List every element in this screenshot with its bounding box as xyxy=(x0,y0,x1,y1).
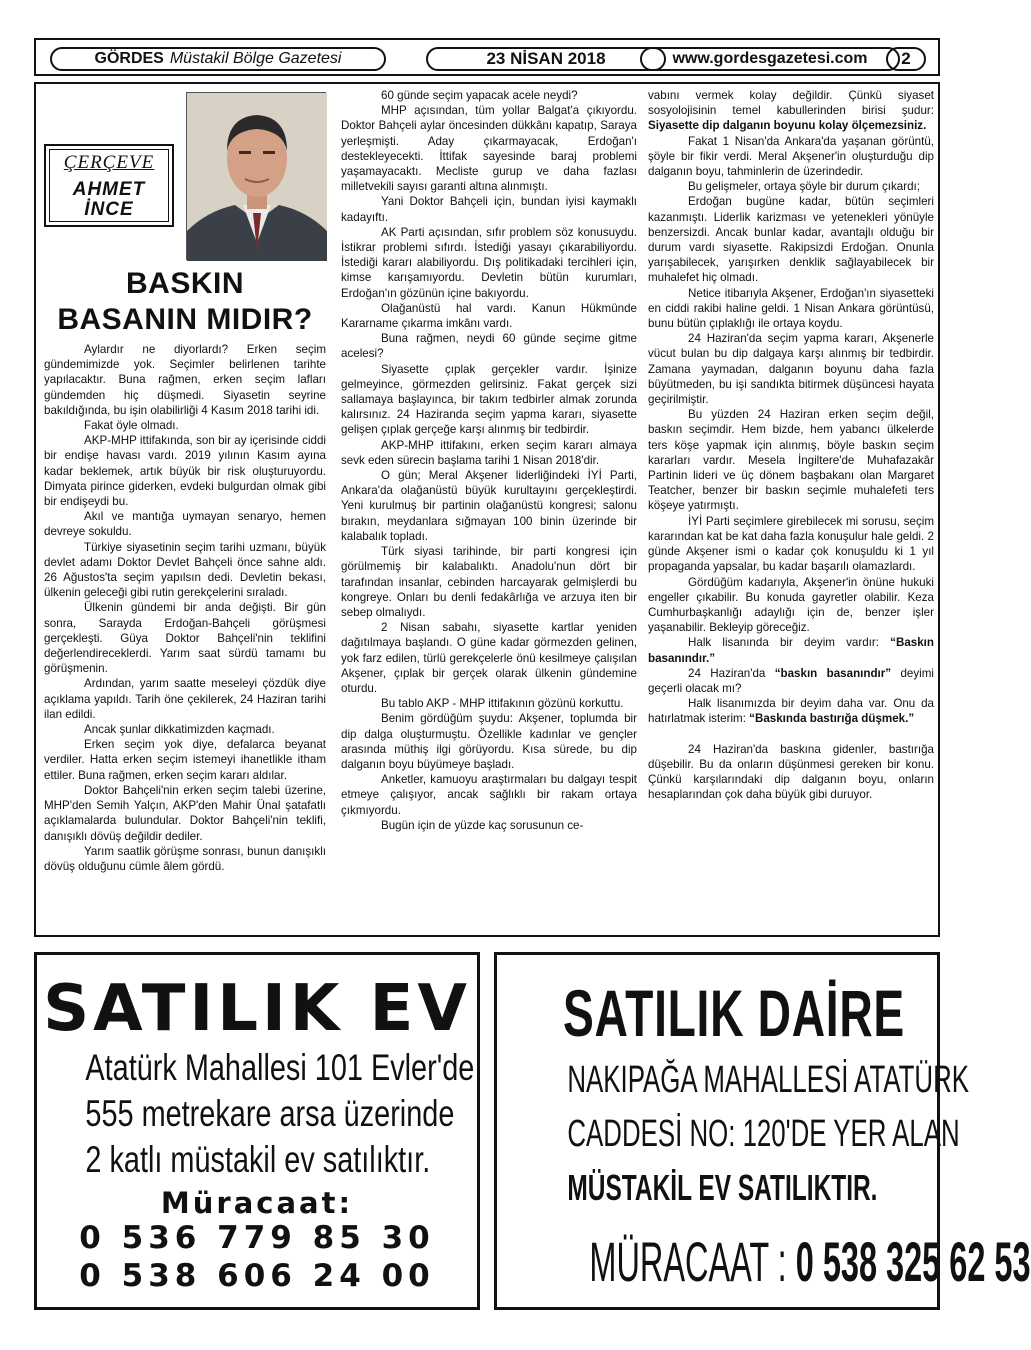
ad-contact-label: Müracaat: xyxy=(160,1186,354,1220)
paragraph: Benim gördüğüm şuydu: Akşener, toplumda bir dip dalga oluşturmuştu. Özellikle kadınlar ve gençler arasında müthiş ilgi görüyordu. Kısa sürede, bu dip dalganın boyu büyümeye başladı. xyxy=(341,712,637,771)
paragraph: Ancak şunlar dikkatimizden kaçmadı. xyxy=(84,723,275,737)
paragraph: MHP açısından, tüm yollar Balgat'a çıkıyordu. Doktor Bahçeli aylar öncesinden dükkânı kapatıp, Saraya yerleşmişti. Aday çıkarmayacak, Erdoğan'ı destekleyecekti. İttifak sayesinde baraj problemi yaşamayacaktı. Mecliste gurup ve daha fazlası milletvekili sayısı garanti altına alınmıştı. xyxy=(341,104,637,194)
article-frame xyxy=(34,82,940,937)
ad-contact-label: MÜRACAAT : xyxy=(589,1230,787,1293)
ad-phone: 0 538 325 62 53 xyxy=(795,1230,1031,1293)
author-photo xyxy=(186,92,326,260)
paragraph: Erdoğan bugüne kadar, bütün seçimleri kazanmıştı. Liderlik karizması ve yetenekleri yönüyle benzersizdi. Ancak bunlar kadar, avantajlı olduğu bir durum vardı siyasette. Rakipsizdi Erdoğan. Onunla yarışabilecek, yarışırken denklik sağlayabilecek bir muhalefet hiç olmadı. xyxy=(648,195,934,285)
paragraph: Bu tablo AKP - MHP ittifakının gözünü korkuttu. xyxy=(381,697,624,711)
paper-title xyxy=(50,47,386,71)
issue-date: 23 NİSAN 2018 xyxy=(426,47,666,71)
ad-line: CADDESİ NO: 120'DE YER ALAN xyxy=(567,1113,960,1155)
paragraph xyxy=(648,666,934,696)
paper-subtitle: Müstakil Bölge Gazetesi xyxy=(169,50,342,67)
ad-title: SATILIK EV xyxy=(43,972,471,1046)
paragraph-text: Halk lisanında bir deyim vardır: xyxy=(688,636,879,650)
paragraph: AKP-MHP ittifakında, son bir ay içerisinde ciddi bir endişe havası vardı. 2019 yılının Kasım ayına kadar beklemek, artık büyük bir risk oluşturuyordu. Dimyata pirince giderken, evdeki bulgurdan olmak gibi bir endişeydi bu. xyxy=(44,434,326,509)
author-portrait-icon xyxy=(187,93,327,261)
ad-house-for-sale xyxy=(34,952,480,1310)
paragraph-text: 24 Haziran'da xyxy=(688,666,766,680)
column-label: ÇERÇEVE xyxy=(63,152,155,173)
paragraph: Buna rağmen, neydi 60 günde seçime gitme acelesi? xyxy=(341,332,637,361)
paragraph: AK Parti açısından, sıfır problem söz konusuydu. İstikrar problemi sıfırdı. İstediği yasayı çıkarabiliyordu. İstediği kararı alabiliyordu. Dış politikadaki tercihleri için, kimse karışamıyordu. Devletin bütün kurumları, Erdoğan'ın gözünün içine bakıyordu. xyxy=(341,225,637,300)
page-header xyxy=(34,38,940,76)
ad-line: NAKIPAĞA MAHALLESİ ATATÜRK xyxy=(567,1059,969,1101)
ad-phone: 0 536 779 85 30 xyxy=(79,1220,435,1256)
headline-line-1: BASKIN xyxy=(125,267,244,300)
paragraph: Bu gelişmeler, ortaya şöyle bir durum çıkardı; xyxy=(688,180,920,194)
paragraph xyxy=(648,88,934,134)
author-last-name: İNCE xyxy=(84,199,134,220)
paragraph: Ardından, yarım saatte meseleyi çözdük diye açıklama yapıldı. Tarih öne çekilerek, 24 Haziran tarihi ilan edildi. xyxy=(44,677,326,721)
paragraph-text: vabını vermek kolay değildir. Çünkü siyaset sosyolojisinin temel kabullerinden birisi şudur: xyxy=(648,89,934,118)
paragraph: Siyasette çıplak gerçekler vardır. İşinize gelmeyince, görmezden gelirsiniz. Fakat gerçek sizi sallamaya başlayınca, bir takım tedbirler almak zorunda kalırsınız. 24 Haziranda seçim yapma kararı, siyasette gelişen çıplak gerçeğe karşı alınmış bir tedbirdir. xyxy=(341,362,637,437)
paragraph: Fakat 1 Nisan'da Ankara'da yaşanan görüntü, şöyle bir fikir verdi. Meral Akşener'in oluşturduğu dip dalganın boyu, tahminlerin de üzerindedir. xyxy=(648,134,934,179)
paragraph: AKP-MHP ittifakını, erken seçim kararı almaya sevk eden sürecin başlama tarihi 1 Nisan 2018'dir. xyxy=(341,438,637,467)
paragraph: Fakat öyle olmadı. xyxy=(84,419,179,433)
paragraph: Akıl ve mantığa uymayan senaryo, hemen devreye sokuldu. xyxy=(44,510,326,539)
ad-line: Atatürk Mahallesi 101 Evler'de xyxy=(85,1047,475,1088)
ad-contact xyxy=(589,1227,1031,1297)
paragraph-text: deyimi geçerli olacak mı? xyxy=(648,666,934,695)
ad-line: 555 metrekare arsa üzerinde xyxy=(85,1093,455,1134)
page-number: 2 xyxy=(886,47,926,71)
article-column-1 xyxy=(44,342,326,874)
author-first-name: AHMET xyxy=(72,179,146,200)
article-column-3 xyxy=(648,88,934,802)
column-badge-inner xyxy=(49,149,169,222)
paragraph: Gördüğüm kadarıyla, Akşener'in önüne hukuki engeller çıkabilir. Bu konuda gayretler olabilir. Keza Cumhurbaşkanlığı adaylığı için de, benzer işler yaşanabilir. Bekleyip göreceğiz. xyxy=(648,575,934,635)
paragraph: O gün; Meral Akşener liderliğindeki İYİ Parti, Ankara'da olağanüstü büyük kurultayını gerçekleştirdi. Yeni kurulmuş bir partinin olağanüstü kongresi; salonu bırakın, meydanlara sığmayan 100 binin üzerinde bir kalabalık topladı. xyxy=(341,469,637,543)
headline xyxy=(40,266,330,338)
bold-quote: Siyasette dip dalganın boyunu kolay ölçemezsiniz. xyxy=(648,119,927,133)
paragraph: Olağanüstü hal vardı. Kanun Hükmünde Kararname çıkarma imkânı vardı. xyxy=(341,301,637,331)
paragraph: Netice itibarıyla Akşener, Erdoğan'ın siyasetteki en ciddi rakibi haline geldi. 1 Nisan Ankara görüntüsü, bunu bütün çıplaklığı ile ortaya koydu. xyxy=(648,286,934,331)
author-name xyxy=(50,180,168,220)
paragraph: Aylardır ne diyorlardı? Erken seçim gündemimizde yok. Seçimler belirlenen tarihte yapılacaktır. Buna rağmen, erken seçim lafları gündemden hiç düşmedi. Siyasetin seyrine bakıldığında, bu işin olabilirliği 4 Kasım 2018 tarihi idi. xyxy=(44,343,326,417)
ad-apartment-for-sale xyxy=(494,952,1031,1310)
paragraph: Bugün için de yüzde kaç sorusunun ce- xyxy=(381,818,584,832)
ad-line: 2 katlı müstakil ev satılıktır. xyxy=(85,1139,431,1180)
paragraph: 2 Nisan sabahı, siyasette kartlar yeniden dağıtılmaya başlandı. O güne kadar görmezden gelinen, yok farz edilen, türlü gerekçelerle önü kesilmeye çalışılan Akşener, çıplak bir gerçek olarak ülkenin gündemine oturdu. xyxy=(341,621,637,695)
ad-line: MÜSTAKİL EV SATILIKTIR. xyxy=(567,1167,878,1208)
paragraph: 24 Haziran'da seçim yapma kararı, Akşenerle vücut bulan bu dip dalgaya karşı alınmış bir tedbirdir. Zamana yaymadan, dalganın boyunu daha fazla büyütmeden, bu işi sandıkta bitirmek düşüncesi hayata geçirilmiştir. xyxy=(648,332,934,407)
paragraph: Yani Doktor Bahçeli için, bundan iyisi kaymaklı kadayıftı. xyxy=(341,195,637,224)
paragraph-text: Halk lisanımızda bir deyim daha var. Onu da hatırlatmak isterim: xyxy=(648,697,934,726)
bold-quote: “baskın basanındır” xyxy=(774,666,892,680)
paragraph: Bu yüzden 24 Haziran erken seçim değil, baskın seçimdir. Hem bizde, hem yabancı ülkelerde ters köşe yapmak için alınmış, böyle baskın seçim kararları vardır. Mesela İngiltere'de Muhafazakâr Partinin lideri ve üç dönem başbakanı olan Margaret Teatcher, benzer bir baskın seçimle muhalefeti ters köşeye yatırmıştı. xyxy=(648,408,934,513)
paragraph: Yarım saatlik görüşme sonrası, bunun danışıklı dövüş olduğunu cümle âlem gördü. xyxy=(44,844,326,873)
paragraph: İYİ Parti seçimlere girebilecek mi sorusu, seçim kararından kat be kat daha fazla konuşulur hale geldi. 2 günde Akşener ismi o kadar çok konuşuldu ki 1 yıl propaganda yapsalar, bu kadar başarılı olamazlardı. xyxy=(648,514,934,574)
paragraph: 60 günde seçim yapacak acele neydi? xyxy=(381,89,578,102)
bold-quote: “Baskında bastırığa düşmek.” xyxy=(749,712,915,726)
paragraph: Ülkenin gündemi bir anda değişti. Bir gün sonra, Sarayda Erdoğan-Bahçeli görüşmesi gerçekleşti. Güya Doktor Bahçeli'nin teklifini değerlendireceklerdi. Yarım saat sürdü tamamı bu görüşmenin. xyxy=(44,601,326,676)
website-link[interactable]: www.gordesgazetesi.com xyxy=(640,47,900,71)
ad-phone: 0 538 606 24 00 xyxy=(79,1258,435,1294)
paragraph: 24 Haziran'da baskına gidenler, bastırığa düşebilir. Bu da onların düşünmesi gereken bir konu. Çünkü karşılarındaki dip dalganın boyu, onların hesaplarından çok daha büyük gibi duruyor. xyxy=(648,742,934,802)
bold-quote: “Baskın basanındır.” xyxy=(648,636,934,665)
article-column-2 xyxy=(341,88,637,833)
headline-line-2: BASANIN MIDIR? xyxy=(57,303,313,336)
paragraph: Doktor Bahçeli'nin erken seçim talebi üzerine, MHP'den Semih Yalçın, AKP'den Mahir Ünal şatafatlı açıklamalarda bulundular. Doktor Bahçeli'nin teklifi, danışıklı dövüş değildir dediler. xyxy=(44,783,326,843)
paragraph: Türkiye siyasetinin seçim tarihi uzmanı, büyük devlet adamı Doktor Devlet Bahçeli önce sahne aldı. 26 Ağustos'ta seçim yapılsın dedi. Devletin bekası, ülkenin geleceği gibi rutin gerekçelerini sıraladı. xyxy=(44,540,326,600)
ad-title: SATILIK DAİRE xyxy=(563,976,905,1050)
paper-name: GÖRDES xyxy=(94,50,164,67)
paragraph: Türk siyasi tarihinde, bir parti kongresi için görülmemiş bir kalabalıktı. Anadolu'nun dört bir tarafından insanlar, cebinden harcayarak gelmişlerdi bu kongreye. Onları bu denli fedakârlığa ve arzuya iten bir sebep olmalıydı. xyxy=(341,545,637,619)
column-badge xyxy=(44,144,174,227)
paragraph: Anketler, kamuoyu araştırmaları bu dalgayı tespit etmeye çalışıyor, ancak sağlıklı bir rakam ortaya çıkmıyordu. xyxy=(341,773,637,817)
paragraph xyxy=(648,635,934,665)
paragraph xyxy=(648,696,934,726)
paragraph: Erken seçim yok diye, defalarca beyanat verdiler. Hatta erken seçim istemeyi ihanetlikle itham ettiler. Buna rağmen, erken seçim kararı aldılar. xyxy=(44,738,326,782)
